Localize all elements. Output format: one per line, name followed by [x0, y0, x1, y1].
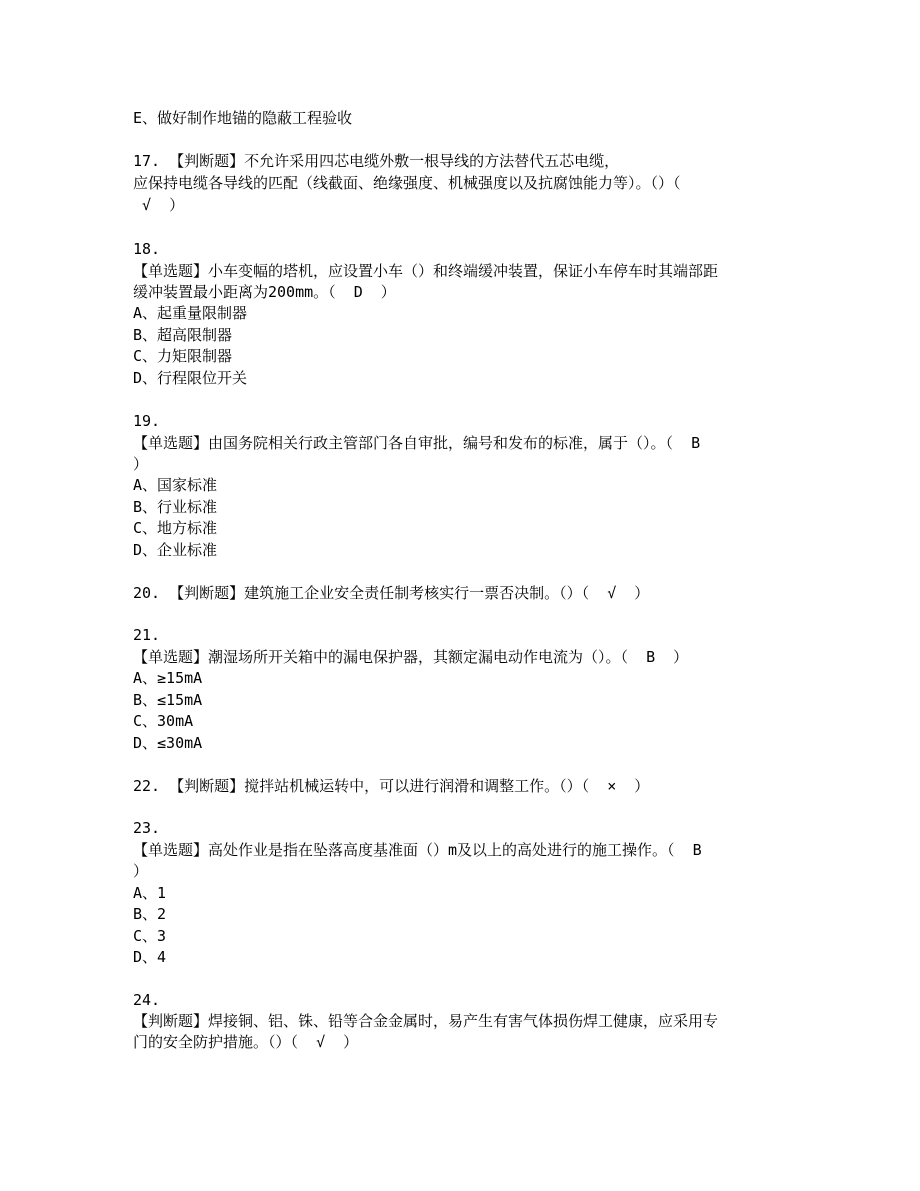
question-23-text: ） — [133, 862, 149, 880]
option-line: A、≥15mA — [133, 669, 203, 687]
question-19-text: 【单选题】由国务院相关行政主管部门各自审批，编号和发布的标准，属于（）。（ B — [133, 434, 701, 452]
option-line: B、≤15mA — [133, 691, 203, 709]
question-22-text: 22. 【判断题】搅拌站机械运转中，可以进行润滑和调整工作。（）（ × ） — [133, 777, 650, 795]
option-line: A、起重量限制器 — [133, 304, 248, 322]
option-line: C、地方标准 — [133, 519, 218, 537]
option-line: B、行业标准 — [133, 498, 218, 516]
question-19-number: 19. — [133, 412, 161, 430]
question-21-text: 【单选题】潮湿场所开关箱中的漏电保护器，其额定漏电动作电流为（）。（ B ） — [133, 648, 689, 666]
option-line: D、企业标准 — [133, 541, 218, 559]
question-17-text: 应保持电缆各导线的匹配（线截面、绝缘强度、机械强度以及抗腐蚀能力等）。（）（ — [133, 174, 681, 192]
option-line: A、国家标准 — [133, 476, 218, 494]
question-23-number: 23. — [133, 819, 161, 837]
question-24-text: 门的安全防护措施。（）（ √ ） — [133, 1033, 359, 1051]
question-17-answer: √ ） — [133, 196, 185, 214]
option-line: C、力矩限制器 — [133, 347, 233, 365]
option-line: D、4 — [133, 948, 167, 966]
question-21-number: 21. — [133, 626, 161, 644]
question-18-number: 18. — [133, 240, 161, 258]
question-17-text: 17. 【判断题】不允许采用四芯电缆外敷一根导线的方法替代五芯电缆， — [133, 152, 620, 170]
question-18-text: 缓冲装置最小距离为200mm。（ D ） — [133, 283, 396, 301]
option-line: E、做好制作地锚的隐蔽工程验收 — [133, 109, 353, 127]
option-line: A、1 — [133, 884, 167, 902]
option-line: C、30mA — [133, 712, 194, 730]
option-line: C、3 — [133, 927, 167, 945]
question-18-text: 【单选题】小车变幅的塔机，应设置小车（）和终端缓冲装置，保证小车停车时其端部距 — [133, 262, 719, 280]
option-line: D、行程限位开关 — [133, 369, 248, 387]
option-line: B、超高限制器 — [133, 326, 233, 344]
question-23-text: 【单选题】高处作业是指在坠落高度基准面（）m及以上的高处进行的施工操作。（ B — [133, 841, 702, 859]
question-24-text: 【判断题】焊接铜、铝、铢、铅等合金金属时，易产生有害气体损伤焊工健康，应采用专 — [133, 1012, 719, 1030]
option-line: B、2 — [133, 905, 167, 923]
option-line: D、≤30mA — [133, 734, 203, 752]
question-24-number: 24. — [133, 991, 161, 1009]
question-20-text: 20. 【判断题】建筑施工企业安全责任制考核实行一票否决制。（）（ √ ） — [133, 584, 650, 602]
question-19-text: ） — [133, 455, 149, 473]
